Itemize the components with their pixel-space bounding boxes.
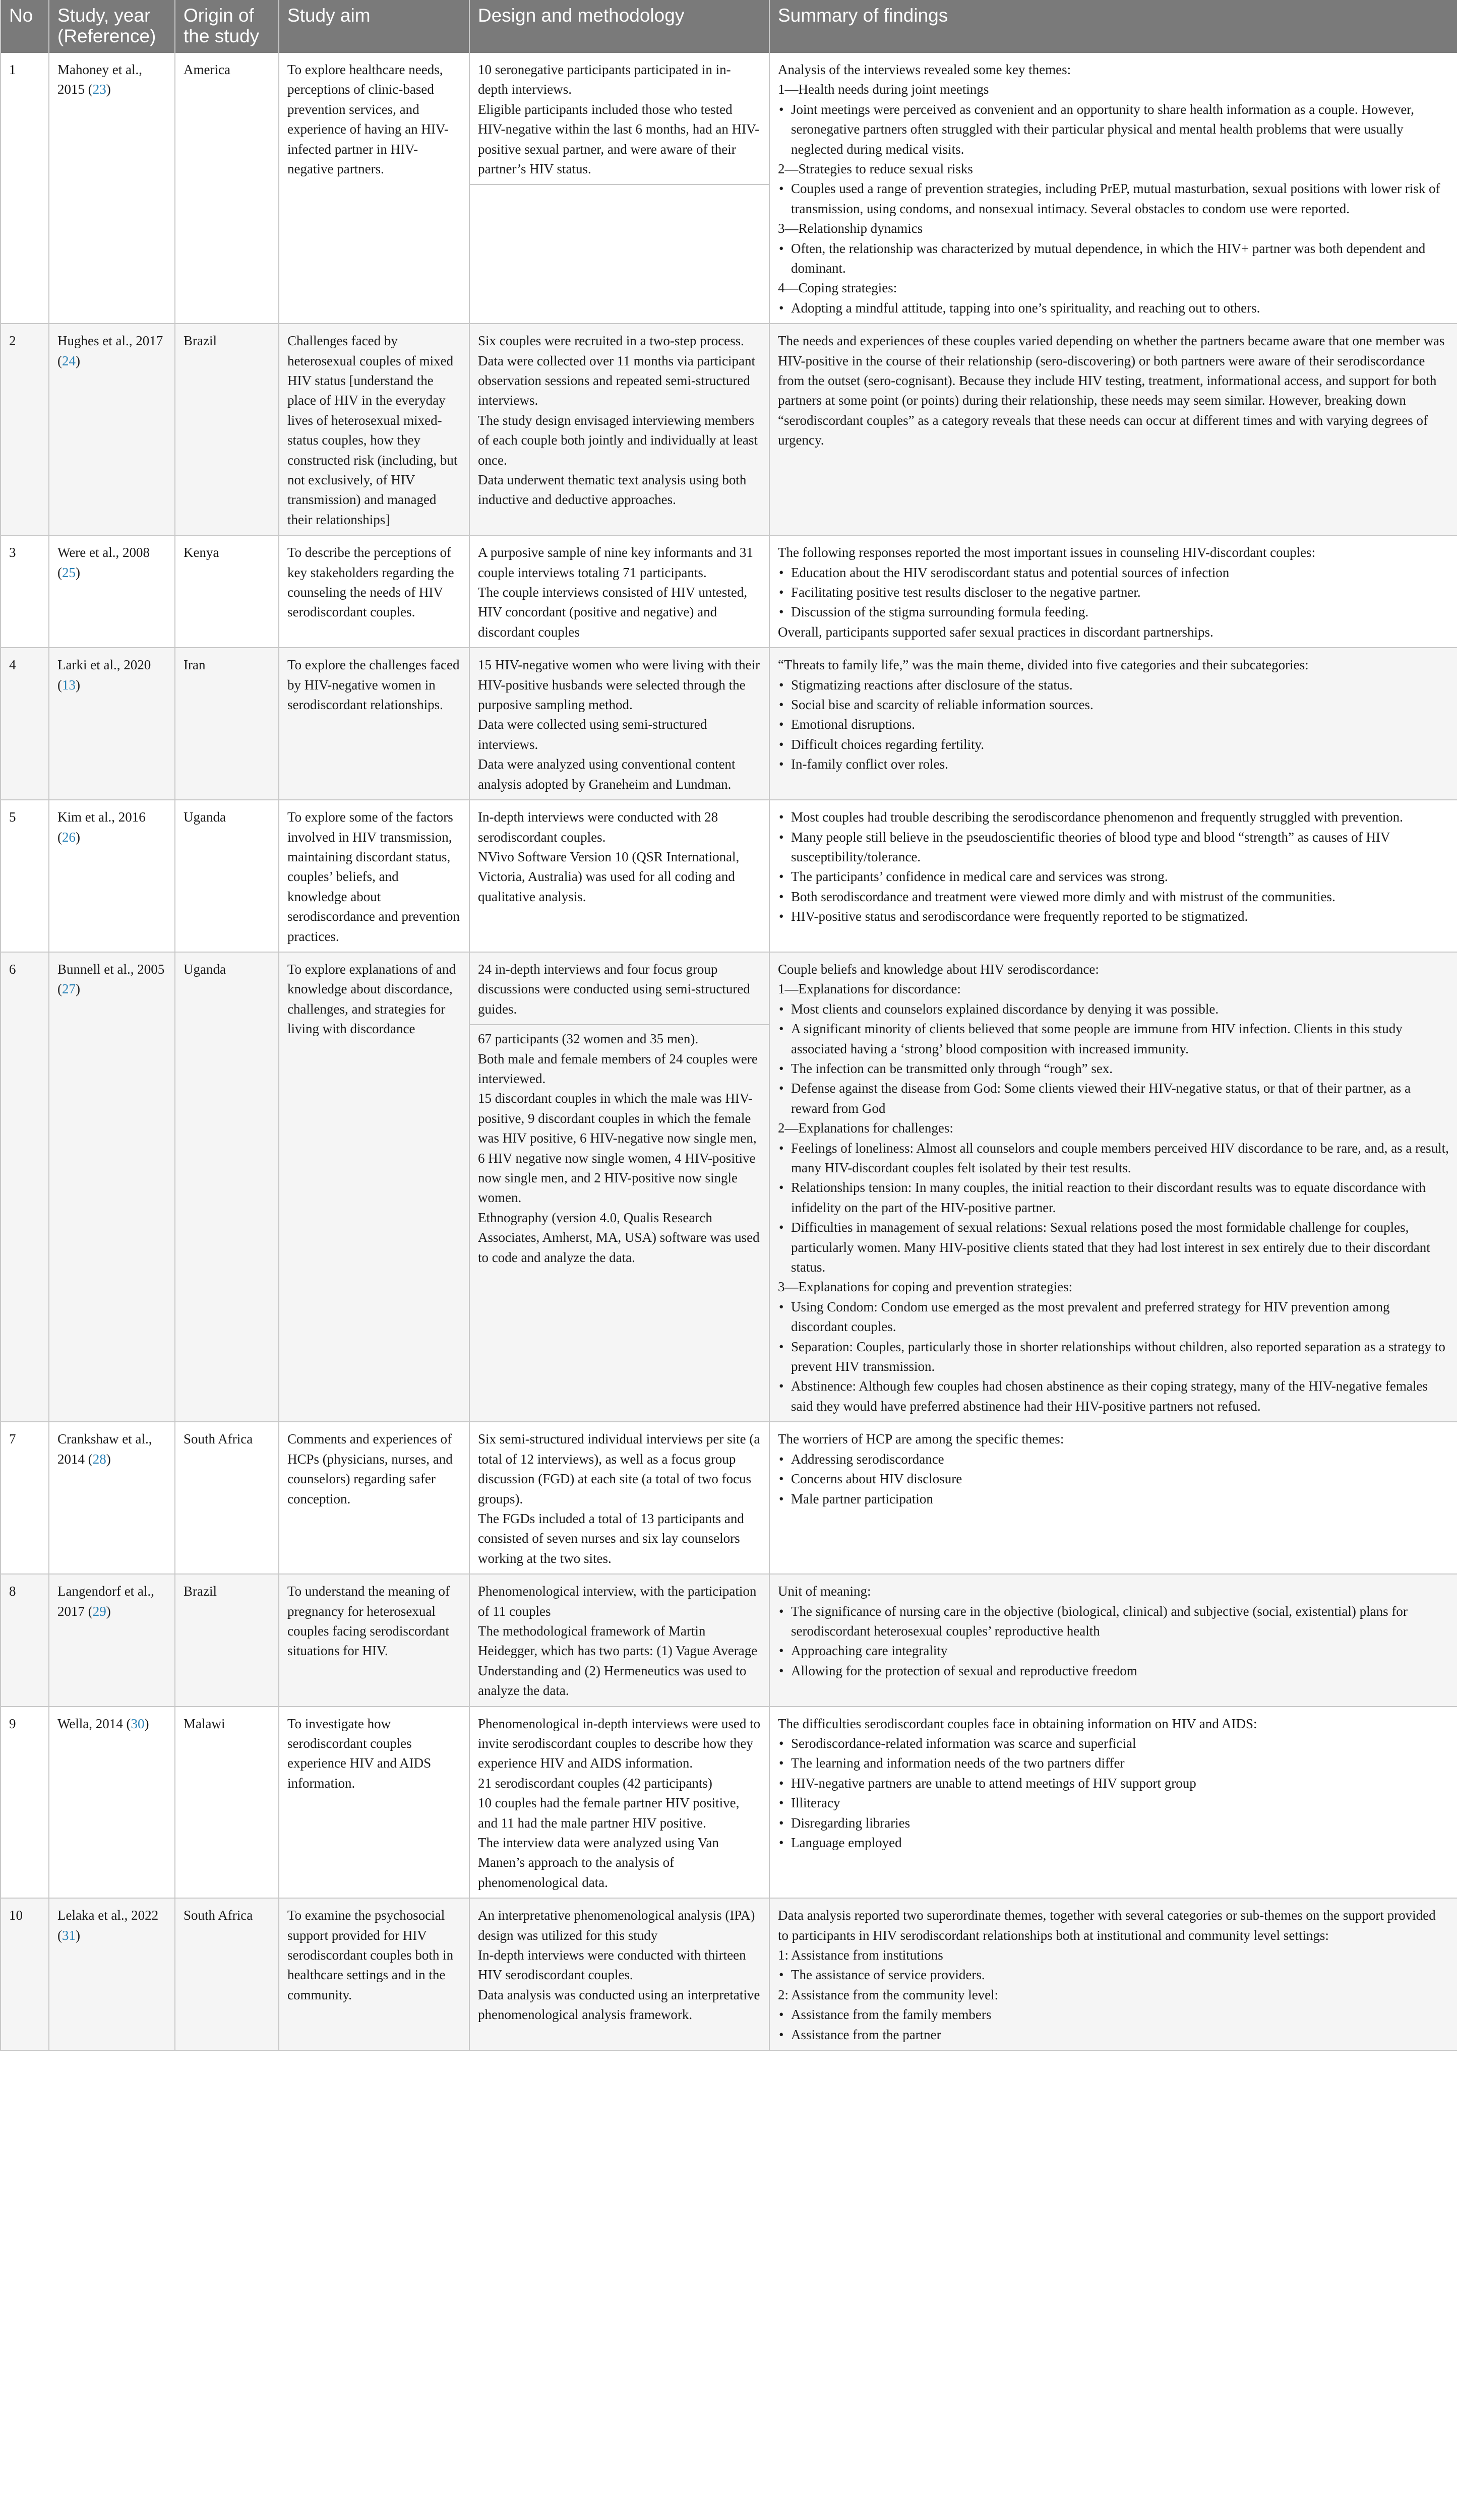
summary-bullet: • Education about the HIV serodiscordant status and potential sources of infection xyxy=(778,563,1449,583)
summary-bullet: • Most couples had trouble describing the serodiscordance phenomenon and frequently struggled with prevention. xyxy=(778,807,1449,827)
study-citation: Wella, 2014 ( xyxy=(57,1716,131,1731)
summary-line: The difficulties serodiscordant couples face in obtaining information on HIV and AIDS: xyxy=(778,1716,1257,1731)
cell-summary xyxy=(769,53,1457,324)
design-line: Phenomenological in-depth interviews were used to invite serodiscordant couples to describe how they experience HIV and AIDS information. xyxy=(478,1716,761,1771)
design-line: The interview data were analyzed using Van Manen’s approach to the analysis of phenomenological data. xyxy=(478,1835,719,1890)
design-line: The FGDs included a total of 13 participants and consisted of seven nurses and six lay counselors working at the two sites. xyxy=(478,1510,744,1566)
design-subcell xyxy=(470,1024,769,1268)
study-citation-end: ) xyxy=(106,1603,111,1619)
cell-summary xyxy=(769,1422,1457,1574)
aim-text: To explore some of the factors involved in HIV transmission, maintaining discordant status, couples’ beliefs, and knowledge about serodiscordance and prevention practices. xyxy=(287,809,460,944)
summary-line: The worriers of HCP are among the specific themes: xyxy=(778,1431,1064,1447)
summary-bullet: • Using Condom: Condom use emerged as the most prevalent and preferred strategy for HIV prevention among discordant couples. xyxy=(778,1297,1449,1337)
summary-line: 2—Explanations for challenges: xyxy=(778,1120,953,1136)
design-line: Data were analyzed using conventional content analysis adopted by Graneheim and Lundman. xyxy=(478,757,736,792)
cell-origin: Uganda xyxy=(175,800,279,952)
study-citation-end: ) xyxy=(144,1716,149,1731)
table-row xyxy=(1,1422,1457,1574)
summary-bullet: • The infection can be transmitted only through “rough” sex. xyxy=(778,1059,1449,1079)
aim-text: To explore healthcare needs, perceptions of clinic-based prevention services, and experience of having an HIV-infected partner in HIV-negative partners. xyxy=(287,61,449,176)
summary-bullet: • Assistance from the partner xyxy=(778,2025,1449,2045)
design-line: Ethnography (version 4.0, Qualis Research Associates, Amherst, MA, USA) software was used to code and analyze the data. xyxy=(478,1210,760,1265)
cell-design xyxy=(469,800,769,952)
study-citation: Lelaka et al., 2022 ( xyxy=(57,1908,159,1943)
reference-link[interactable]: 28 xyxy=(92,1451,106,1467)
summary-bullet: • Couples used a range of prevention strategies, including PrEP, mutual masturbation, sexual positions with lower risk of transmission, using condoms, and nonsexual intimacy. Several obstacles to condom use were reported. xyxy=(778,179,1449,219)
study-citation-end: ) xyxy=(106,82,111,97)
summary-bullet: • HIV-positive status and serodiscordance were frequently reported to be stigmatized. xyxy=(778,907,1449,926)
cell-origin: Malawi xyxy=(175,1707,279,1899)
cell-no: 10 xyxy=(1,1898,49,2050)
study-citation: Langendorf et al., 2017 ( xyxy=(57,1584,154,1619)
cell-study xyxy=(49,648,175,800)
summary-line: Couple beliefs and knowledge about HIV serodiscordance: xyxy=(778,961,1099,977)
aim-text: To describe the perceptions of key stakeholders regarding the counseling the needs of HIV serodiscordant couples. xyxy=(287,545,454,620)
summary-line: 3—Explanations for coping and prevention strategies: xyxy=(778,1279,1073,1295)
study-citation-end: ) xyxy=(76,564,80,580)
summary-bullet: • Relationships tension: In many couples, the initial reaction to their discordant results was to equate discordance with infidelity on the part of the HIV-positive partner. xyxy=(778,1178,1449,1218)
aim-text: To explore explanations of and knowledge about discordance, challenges, and strategies for living with discordance xyxy=(287,961,456,1037)
summary-bullet: • Often, the relationship was characterized by mutual dependence, in which the HIV+ partner was both dependent and dominant. xyxy=(778,239,1449,279)
cell-summary xyxy=(769,324,1457,535)
header-row xyxy=(1,0,1457,53)
cell-aim xyxy=(279,535,469,648)
table-row xyxy=(1,53,1457,324)
cell-origin: Brazil xyxy=(175,1574,279,1706)
summary-bullet: • Concerns about HIV disclosure xyxy=(778,1469,1449,1489)
design-line: Six couples were recruited in a two-step process. xyxy=(478,333,744,349)
cell-aim xyxy=(279,53,469,324)
study-citation-end: ) xyxy=(106,1451,111,1467)
summary-line: 1: Assistance from institutions xyxy=(778,1947,943,1963)
design-line: 67 participants (32 women and 35 men). xyxy=(478,1031,699,1047)
cell-aim xyxy=(279,800,469,952)
summary-line: “Threats to family life,” was the main theme, divided into five categories and their subcategories: xyxy=(778,657,1309,673)
cell-design xyxy=(469,1898,769,2050)
table-row xyxy=(1,535,1457,648)
cell-summary xyxy=(769,952,1457,1422)
summary-bullet: • A significant minority of clients believed that some people are immune from HIV infection. Clients in this study associated having a ‘strong’ blood composition with increased immunity. xyxy=(778,1019,1449,1059)
study-citation: Larki et al., 2020 ( xyxy=(57,657,151,692)
cell-origin: Kenya xyxy=(175,535,279,648)
summary-line: The following responses reported the most important issues in counseling HIV-discordant couples: xyxy=(778,545,1316,560)
summary-bullet: • Discussion of the stigma surrounding formula feeding. xyxy=(778,602,1449,622)
study-citation-end: ) xyxy=(76,1927,80,1943)
cell-summary xyxy=(769,800,1457,952)
study-citation-end: ) xyxy=(76,829,80,845)
summary-bullet: • The significance of nursing care in the objective (biological, clinical) and subjective (social, existential) plans for serodiscordant heterosexual couples’ reproductive health xyxy=(778,1602,1449,1642)
summary-bullet: • HIV-negative partners are unable to attend meetings of HIV support group xyxy=(778,1774,1449,1793)
design-line: In-depth interviews were conducted with 28 serodiscordant couples. xyxy=(478,809,718,845)
study-citation: Crankshaw et al., 2014 ( xyxy=(57,1431,152,1467)
summary-line: 1—Explanations for discordance: xyxy=(778,981,961,997)
cell-summary xyxy=(769,648,1457,800)
table-row xyxy=(1,1574,1457,1706)
cell-origin: Uganda xyxy=(175,952,279,1422)
cell-design xyxy=(469,1422,769,1574)
cell-origin: South Africa xyxy=(175,1422,279,1574)
cell-design xyxy=(469,535,769,648)
summary-bullet: • Allowing for the protection of sexual and reproductive freedom xyxy=(778,1661,1449,1681)
cell-study xyxy=(49,535,175,648)
study-citation: Bunnell et al., 2005 ( xyxy=(57,961,165,997)
study-citation: Kim et al., 2016 ( xyxy=(57,809,146,845)
reference-link[interactable]: 25 xyxy=(62,564,76,580)
design-line: Six semi-structured individual interviews per site (a total of 12 interviews), as well as a focus group discussion (FGD) at each site (a total of two focus groups). xyxy=(478,1431,760,1506)
cell-no: 9 xyxy=(1,1707,49,1899)
summary-bullet: • Approaching care integrality xyxy=(778,1641,1449,1661)
cell-no: 2 xyxy=(1,324,49,535)
summary-bullet: • Serodiscordance-related information was scarce and superficial xyxy=(778,1734,1449,1753)
cell-no: 6 xyxy=(1,952,49,1422)
cell-aim xyxy=(279,1707,469,1899)
table-row xyxy=(1,952,1457,1422)
design-line: Data analysis was conducted using an interpretative phenomenological analysis framework. xyxy=(478,1987,760,2023)
aim-text: To examine the psychosocial support provided for HIV serodiscordant couples both in healthcare settings and in the community. xyxy=(287,1908,454,2002)
cell-study xyxy=(49,1898,175,2050)
cell-design xyxy=(469,324,769,535)
summary-line: 1—Health needs during joint meetings xyxy=(778,82,989,97)
table-body xyxy=(1,53,1457,2050)
summary-line: Analysis of the interviews revealed some key themes: xyxy=(778,61,1071,77)
cell-aim xyxy=(279,1422,469,1574)
design-line: Both male and female members of 24 couples were interviewed. xyxy=(478,1051,758,1086)
design-line: 10 seronegative participants participated in in-depth interviews. xyxy=(478,61,731,97)
design-line: Data underwent thematic text analysis using both inductive and deductive approaches. xyxy=(478,472,747,508)
summary-bullet: • The assistance of service providers. xyxy=(778,1965,1449,1985)
header-aim: Study aim xyxy=(279,0,469,53)
cell-origin: Iran xyxy=(175,648,279,800)
cell-origin: Brazil xyxy=(175,324,279,535)
cell-origin: America xyxy=(175,53,279,324)
design-line: 15 discordant couples in which the male was HIV-positive, 9 discordant couples in which the female was HIV positive, 6 HIV-negative now single men, 6 HIV negative now single women, 4 HIV-positive now single men, and 2 HIV-positive now single women. xyxy=(478,1091,757,1206)
design-line: 10 couples had the female partner HIV positive, and 11 had the male partner HIV positive. xyxy=(478,1795,740,1831)
header-origin: Origin of the study xyxy=(175,0,279,53)
cell-aim xyxy=(279,324,469,535)
summary-bullet: • Most clients and counselors explained discordance by denying it was possible. xyxy=(778,999,1449,1019)
aim-text: To explore the challenges faced by HIV-negative women in serodiscordant relationships. xyxy=(287,657,460,713)
reference-link[interactable]: 31 xyxy=(62,1927,76,1943)
design-line: The study design envisaged interviewing members of each couple both jointly and individually at least once. xyxy=(478,412,758,468)
summary-bullet: • Feelings of loneliness: Almost all counselors and couple members perceived HIV discordance to be rare, and, as a result, many HIV-discordant couples felt isolated by their test results. xyxy=(778,1139,1449,1178)
study-citation-end: ) xyxy=(76,981,80,997)
summary-bullet: • The participants’ confidence in medical care and services was strong. xyxy=(778,867,1449,887)
summary-bullet: • Difficulties in management of sexual relations: Sexual relations posed the most formidable challenge for couples, particularly women. Many HIV-positive clients stated that they had lost interest in sex entirely due to their discordant status. xyxy=(778,1218,1449,1277)
design-line: In-depth interviews were conducted with thirteen HIV serodiscordant couples. xyxy=(478,1947,746,1983)
cell-aim xyxy=(279,1574,469,1706)
summary-bullet: • Language employed xyxy=(778,1833,1449,1853)
cell-study xyxy=(49,1707,175,1899)
cell-no: 1 xyxy=(1,53,49,324)
summary-line: Unit of meaning: xyxy=(778,1584,871,1599)
summary-line: 2—Strategies to reduce sexual risks xyxy=(778,161,973,176)
summary-bullet: • Assistance from the family members xyxy=(778,2005,1449,2025)
cell-no: 7 xyxy=(1,1422,49,1574)
design-line: Phenomenological interview, with the participation of 11 couples xyxy=(478,1584,757,1619)
reference-link[interactable]: 13 xyxy=(62,677,76,692)
summary-bullet: • Addressing serodiscordance xyxy=(778,1450,1449,1469)
table-row xyxy=(1,648,1457,800)
design-line: A purposive sample of nine key informants and 31 couple interviews totaling 71 participants. xyxy=(478,545,753,580)
cell-design xyxy=(469,648,769,800)
cell-design xyxy=(469,1707,769,1899)
aim-text: To understand the meaning of pregnancy for heterosexual couples facing serodiscordant situations for HIV. xyxy=(287,1584,450,1659)
summary-bullet: • Adopting a mindful attitude, tapping into one’s spirituality, and reaching out to others. xyxy=(778,298,1449,318)
summary-bullet: • Illiteracy xyxy=(778,1793,1449,1813)
summary-bullet: • Stigmatizing reactions after disclosure of the status. xyxy=(778,675,1449,695)
design-line: Data were collected over 11 months via participant observation sessions and repeated semi-structured interviews. xyxy=(478,353,756,408)
summary-bullet: • Separation: Couples, particularly those in shorter relationships without children, also reported separation as a strategy to prevent HIV transmission. xyxy=(778,1337,1449,1377)
summary-bullet: • The learning and information needs of the two partners differ xyxy=(778,1753,1449,1773)
reference-link[interactable]: 29 xyxy=(92,1603,106,1619)
design-line: Eligible participants included those who tested HIV-negative within the last 6 months, had an HIV-positive sexual partner, and were aware of their partner’s HIV status. xyxy=(478,101,760,176)
design-line: 24 in-depth interviews and four focus group discussions were conducted using semi-structured guides. xyxy=(478,961,750,1017)
design-subcell-empty xyxy=(470,184,769,199)
cell-design xyxy=(469,53,769,324)
cell-no: 8 xyxy=(1,1574,49,1706)
summary-bullet: • Emotional disruptions. xyxy=(778,715,1449,734)
cell-summary xyxy=(769,1898,1457,2050)
cell-study xyxy=(49,800,175,952)
aim-text: Comments and experiences of HCPs (physicians, nurses, and counselors) regarding safer conception. xyxy=(287,1431,453,1506)
summary-bullet: • Social bise and scarcity of reliable information sources. xyxy=(778,695,1449,715)
summary-line: 4—Coping strategies: xyxy=(778,280,897,296)
cell-summary xyxy=(769,1574,1457,1706)
cell-aim xyxy=(279,1898,469,2050)
design-line: NVivo Software Version 10 (QSR International, Victoria, Australia) was used for all coding and qualitative analysis. xyxy=(478,849,740,904)
cell-aim xyxy=(279,952,469,1422)
table-header xyxy=(1,0,1457,53)
summary-line: Data analysis reported two superordinate themes, together with several categories or sub-themes on the support provided to participants in HIV serodiscordant relationships both at institutional and community level settings: xyxy=(778,1908,1436,1943)
summary-bullet: • Defense against the disease from God: Some clients viewed their HIV-negative status, or that of their partner, as a reward from God xyxy=(778,1079,1449,1118)
table-row xyxy=(1,324,1457,535)
cell-study xyxy=(49,324,175,535)
design-line: An interpretative phenomenological analysis (IPA) design was utilized for this study xyxy=(478,1908,755,1943)
summary-line: 3—Relationship dynamics xyxy=(778,221,923,236)
reference-link[interactable]: 24 xyxy=(62,353,76,368)
cell-study xyxy=(49,1574,175,1706)
header-summary: Summary of findings xyxy=(769,0,1457,53)
summary-bullet: • Both serodiscordance and treatment were viewed more dimly and with mistrust of the communities. xyxy=(778,887,1449,907)
reference-link[interactable]: 26 xyxy=(62,829,76,845)
cell-study xyxy=(49,952,175,1422)
cell-study xyxy=(49,1422,175,1574)
cell-origin: South Africa xyxy=(175,1898,279,2050)
design-line: The couple interviews consisted of HIV untested, HIV concordant (positive and negative) and discordant couples xyxy=(478,585,748,640)
study-citation: Were et al., 2008 ( xyxy=(57,545,150,580)
summary-bullet: • Many people still believe in the pseudoscientific theories of blood type and blood “strength” as causes of HIV susceptibility/tolerance. xyxy=(778,828,1449,867)
summary-bullet: • In-family conflict over roles. xyxy=(778,754,1449,774)
table-row xyxy=(1,800,1457,952)
cell-no: 5 xyxy=(1,800,49,952)
cell-summary xyxy=(769,1707,1457,1899)
summary-bullet: • Male partner participation xyxy=(778,1489,1449,1509)
summary-line: Overall, participants supported safer sexual practices in discordant partnerships. xyxy=(778,624,1213,640)
aim-text: To investigate how serodiscordant couples experience HIV and AIDS information. xyxy=(287,1716,432,1791)
cell-design xyxy=(469,1574,769,1706)
reference-link[interactable]: 23 xyxy=(92,82,106,97)
header-design: Design and methodology xyxy=(469,0,769,53)
design-line: 21 serodiscordant couples (42 participants) xyxy=(478,1775,712,1791)
study-citation-end: ) xyxy=(76,677,80,692)
summary-bullet: • Difficult choices regarding fertility. xyxy=(778,735,1449,754)
cell-design xyxy=(469,952,769,1422)
summary-bullet: • Disregarding libraries xyxy=(778,1813,1449,1833)
table-row xyxy=(1,1707,1457,1899)
header-no: No xyxy=(1,0,49,53)
reference-link[interactable]: 27 xyxy=(62,981,76,997)
table-row xyxy=(1,1898,1457,2050)
cell-aim xyxy=(279,648,469,800)
design-line: 15 HIV-negative women who were living with their HIV-positive husbands were selected through the purposive sampling method. xyxy=(478,657,760,713)
cell-no: 3 xyxy=(1,535,49,648)
summary-bullet: • Joint meetings were perceived as convenient and an opportunity to share health information as a couple. However, seronegative partners often struggled with their particular physical and mental health problems that were usually neglected during medical visits. xyxy=(778,100,1449,159)
aim-text: Challenges faced by heterosexual couples of mixed HIV status [understand the place of HIV in the everyday lives of heterosexual mixed-status couples, how they constructed risk (including, but not exclusively, of HIV transmission) and managed their relationships] xyxy=(287,333,458,527)
summary-bullet: • Facilitating positive test results discloser to the negative partner. xyxy=(778,583,1449,602)
design-line: The methodological framework of Martin Heidegger, which has two parts: (1) Vague Average Understanding and (2) Hermeneutics was used to analyze the data. xyxy=(478,1623,758,1698)
summary-line: 2: Assistance from the community level: xyxy=(778,1987,999,2002)
cell-study xyxy=(49,53,175,324)
reference-link[interactable]: 30 xyxy=(131,1716,145,1731)
header-study: Study, year (Reference) xyxy=(49,0,175,53)
cell-summary xyxy=(769,535,1457,648)
cell-no: 4 xyxy=(1,648,49,800)
summary-line: The needs and experiences of these couples varied depending on whether the partners became aware that one member was HIV-positive in the course of their relationship (sero-discovering) or both partners were aware of their serodiscordance from the outset (sero-cognisant). Because they include HIV testing, treatment, informational access, and support for both partners at some point (or points) during their relationship, these needs may seem similar. However, breaking down “serodiscordant couples” as a category reveals that these needs can occur at different times and with varying degrees of urgency. xyxy=(778,333,1445,448)
summary-bullet: • Abstinence: Although few couples had chosen abstinence as their coping strategy, many of the HIV-negative females said they would have preferred abstinence had their HIV-positive partners not refused. xyxy=(778,1376,1449,1416)
study-citation-end: ) xyxy=(76,353,80,368)
study-citation: Mahoney et al., 2015 ( xyxy=(57,61,142,97)
study-citation: Hughes et al., 2017 ( xyxy=(57,333,163,368)
design-line: Data were collected using semi-structured interviews. xyxy=(478,717,707,752)
